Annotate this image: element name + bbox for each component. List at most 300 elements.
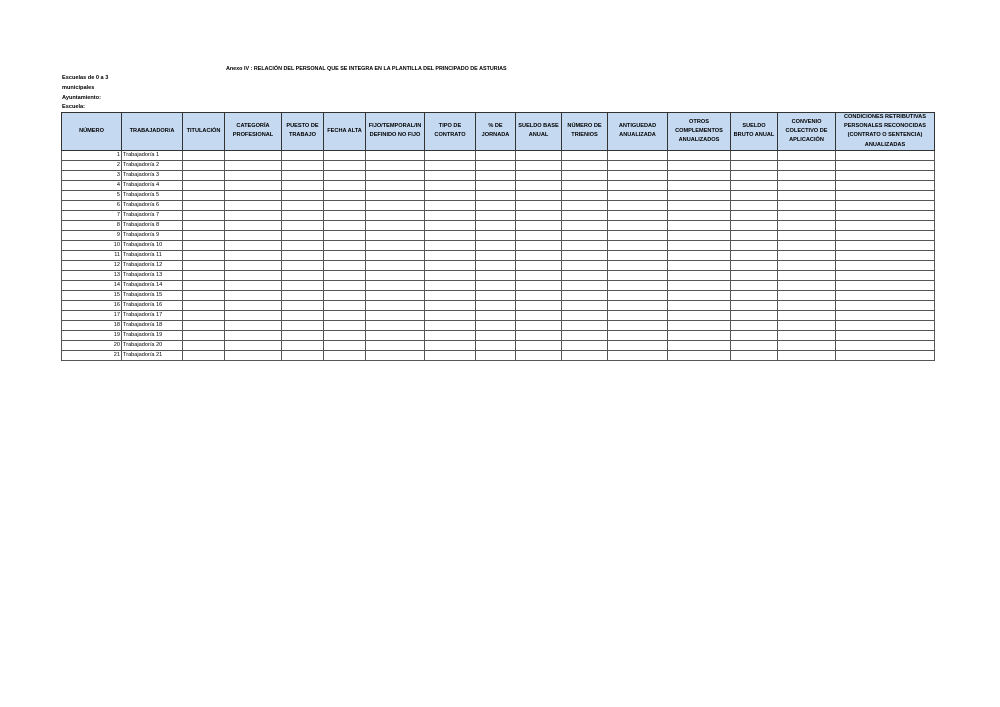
cell-empty[interactable]: [282, 320, 324, 330]
cell-empty[interactable]: [608, 230, 668, 240]
cell-empty[interactable]: [476, 320, 516, 330]
cell-empty[interactable]: [516, 270, 562, 280]
cell-empty[interactable]: [225, 200, 282, 210]
cell-empty[interactable]: [324, 150, 366, 160]
cell-empty[interactable]: [324, 350, 366, 360]
cell-empty[interactable]: [668, 290, 731, 300]
cell-empty[interactable]: [836, 320, 935, 330]
cell-empty[interactable]: [366, 310, 425, 320]
cell-number[interactable]: 2: [62, 160, 122, 170]
cell-empty[interactable]: [516, 230, 562, 240]
cell-empty[interactable]: [562, 320, 608, 330]
cell-empty[interactable]: [225, 240, 282, 250]
cell-empty[interactable]: [324, 320, 366, 330]
cell-empty[interactable]: [516, 260, 562, 270]
cell-empty[interactable]: [282, 270, 324, 280]
cell-empty[interactable]: [608, 180, 668, 190]
cell-empty[interactable]: [668, 350, 731, 360]
cell-empty[interactable]: [425, 310, 476, 320]
cell-empty[interactable]: [183, 210, 225, 220]
cell-empty[interactable]: [778, 210, 836, 220]
cell-number[interactable]: 16: [62, 300, 122, 310]
cell-empty[interactable]: [668, 160, 731, 170]
cell-empty[interactable]: [425, 260, 476, 270]
cell-empty[interactable]: [562, 300, 608, 310]
cell-empty[interactable]: [668, 340, 731, 350]
cell-empty[interactable]: [778, 340, 836, 350]
cell-empty[interactable]: [562, 250, 608, 260]
cell-empty[interactable]: [731, 330, 778, 340]
cell-empty[interactable]: [225, 280, 282, 290]
cell-empty[interactable]: [608, 340, 668, 350]
cell-empty[interactable]: [324, 330, 366, 340]
cell-empty[interactable]: [282, 180, 324, 190]
cell-empty[interactable]: [183, 280, 225, 290]
cell-worker[interactable]: Trabajador/a 12: [122, 260, 183, 270]
cell-empty[interactable]: [282, 330, 324, 340]
cell-empty[interactable]: [366, 170, 425, 180]
cell-empty[interactable]: [425, 170, 476, 180]
cell-empty[interactable]: [778, 230, 836, 240]
cell-empty[interactable]: [836, 200, 935, 210]
cell-empty[interactable]: [425, 150, 476, 160]
cell-number[interactable]: 15: [62, 290, 122, 300]
cell-empty[interactable]: [282, 160, 324, 170]
cell-empty[interactable]: [562, 340, 608, 350]
cell-empty[interactable]: [425, 210, 476, 220]
cell-empty[interactable]: [225, 260, 282, 270]
cell-empty[interactable]: [183, 200, 225, 210]
cell-empty[interactable]: [183, 220, 225, 230]
cell-empty[interactable]: [324, 220, 366, 230]
cell-empty[interactable]: [562, 280, 608, 290]
cell-empty[interactable]: [608, 290, 668, 300]
cell-worker[interactable]: Trabajador/a 3: [122, 170, 183, 180]
cell-empty[interactable]: [608, 220, 668, 230]
cell-empty[interactable]: [778, 320, 836, 330]
cell-empty[interactable]: [778, 270, 836, 280]
cell-empty[interactable]: [476, 250, 516, 260]
cell-empty[interactable]: [282, 200, 324, 210]
cell-empty[interactable]: [836, 350, 935, 360]
cell-empty[interactable]: [183, 230, 225, 240]
cell-number[interactable]: 7: [62, 210, 122, 220]
cell-empty[interactable]: [476, 300, 516, 310]
cell-empty[interactable]: [425, 300, 476, 310]
cell-empty[interactable]: [562, 170, 608, 180]
cell-empty[interactable]: [366, 200, 425, 210]
cell-empty[interactable]: [425, 350, 476, 360]
cell-empty[interactable]: [225, 180, 282, 190]
cell-empty[interactable]: [324, 190, 366, 200]
cell-empty[interactable]: [516, 180, 562, 190]
cell-empty[interactable]: [225, 250, 282, 260]
cell-worker[interactable]: Trabajador/a 18: [122, 320, 183, 330]
cell-empty[interactable]: [668, 330, 731, 340]
cell-empty[interactable]: [562, 180, 608, 190]
cell-empty[interactable]: [183, 180, 225, 190]
cell-empty[interactable]: [516, 250, 562, 260]
cell-empty[interactable]: [668, 270, 731, 280]
cell-empty[interactable]: [778, 170, 836, 180]
cell-empty[interactable]: [516, 160, 562, 170]
cell-empty[interactable]: [731, 220, 778, 230]
cell-number[interactable]: 14: [62, 280, 122, 290]
cell-empty[interactable]: [425, 240, 476, 250]
cell-empty[interactable]: [731, 350, 778, 360]
cell-empty[interactable]: [608, 270, 668, 280]
cell-empty[interactable]: [836, 300, 935, 310]
cell-empty[interactable]: [836, 270, 935, 280]
cell-empty[interactable]: [731, 320, 778, 330]
cell-empty[interactable]: [425, 270, 476, 280]
cell-empty[interactable]: [225, 350, 282, 360]
cell-worker[interactable]: Trabajador/a 7: [122, 210, 183, 220]
cell-empty[interactable]: [608, 160, 668, 170]
cell-empty[interactable]: [836, 210, 935, 220]
cell-empty[interactable]: [562, 190, 608, 200]
cell-empty[interactable]: [366, 350, 425, 360]
cell-empty[interactable]: [516, 330, 562, 340]
cell-empty[interactable]: [476, 240, 516, 250]
cell-empty[interactable]: [425, 250, 476, 260]
cell-number[interactable]: 20: [62, 340, 122, 350]
cell-empty[interactable]: [778, 250, 836, 260]
cell-empty[interactable]: [324, 300, 366, 310]
cell-empty[interactable]: [668, 310, 731, 320]
cell-empty[interactable]: [668, 170, 731, 180]
cell-empty[interactable]: [516, 150, 562, 160]
cell-empty[interactable]: [324, 260, 366, 270]
cell-empty[interactable]: [366, 150, 425, 160]
cell-empty[interactable]: [516, 170, 562, 180]
cell-empty[interactable]: [425, 340, 476, 350]
cell-empty[interactable]: [731, 210, 778, 220]
cell-empty[interactable]: [183, 240, 225, 250]
cell-empty[interactable]: [282, 190, 324, 200]
cell-empty[interactable]: [225, 330, 282, 340]
cell-empty[interactable]: [778, 330, 836, 340]
cell-empty[interactable]: [425, 320, 476, 330]
cell-empty[interactable]: [225, 150, 282, 160]
cell-empty[interactable]: [778, 310, 836, 320]
cell-empty[interactable]: [225, 340, 282, 350]
cell-empty[interactable]: [476, 170, 516, 180]
cell-empty[interactable]: [836, 220, 935, 230]
cell-empty[interactable]: [668, 210, 731, 220]
cell-number[interactable]: 9: [62, 230, 122, 240]
cell-empty[interactable]: [324, 180, 366, 190]
cell-empty[interactable]: [425, 190, 476, 200]
cell-worker[interactable]: Trabajador/a 20: [122, 340, 183, 350]
cell-empty[interactable]: [366, 280, 425, 290]
cell-worker[interactable]: Trabajador/a 2: [122, 160, 183, 170]
cell-worker[interactable]: Trabajador/a 16: [122, 300, 183, 310]
cell-empty[interactable]: [836, 180, 935, 190]
cell-number[interactable]: 17: [62, 310, 122, 320]
cell-empty[interactable]: [562, 230, 608, 240]
cell-empty[interactable]: [225, 160, 282, 170]
cell-empty[interactable]: [562, 310, 608, 320]
cell-empty[interactable]: [183, 250, 225, 260]
cell-empty[interactable]: [476, 350, 516, 360]
cell-empty[interactable]: [562, 270, 608, 280]
cell-empty[interactable]: [282, 150, 324, 160]
cell-empty[interactable]: [225, 230, 282, 240]
cell-empty[interactable]: [183, 340, 225, 350]
cell-empty[interactable]: [516, 320, 562, 330]
cell-empty[interactable]: [282, 260, 324, 270]
cell-empty[interactable]: [516, 220, 562, 230]
cell-empty[interactable]: [366, 160, 425, 170]
cell-number[interactable]: 5: [62, 190, 122, 200]
cell-empty[interactable]: [608, 240, 668, 250]
cell-empty[interactable]: [731, 290, 778, 300]
cell-empty[interactable]: [668, 220, 731, 230]
cell-empty[interactable]: [668, 320, 731, 330]
cell-empty[interactable]: [183, 190, 225, 200]
cell-empty[interactable]: [425, 330, 476, 340]
cell-empty[interactable]: [366, 270, 425, 280]
cell-empty[interactable]: [562, 290, 608, 300]
cell-empty[interactable]: [731, 190, 778, 200]
cell-empty[interactable]: [366, 180, 425, 190]
cell-empty[interactable]: [836, 230, 935, 240]
cell-empty[interactable]: [608, 200, 668, 210]
cell-empty[interactable]: [183, 260, 225, 270]
cell-worker[interactable]: Trabajador/a 17: [122, 310, 183, 320]
cell-empty[interactable]: [516, 200, 562, 210]
cell-empty[interactable]: [183, 270, 225, 280]
cell-empty[interactable]: [183, 330, 225, 340]
cell-empty[interactable]: [425, 280, 476, 290]
cell-empty[interactable]: [282, 280, 324, 290]
cell-number[interactable]: 8: [62, 220, 122, 230]
cell-empty[interactable]: [282, 300, 324, 310]
cell-empty[interactable]: [282, 220, 324, 230]
cell-empty[interactable]: [476, 280, 516, 290]
cell-number[interactable]: 4: [62, 180, 122, 190]
cell-empty[interactable]: [516, 240, 562, 250]
cell-empty[interactable]: [425, 220, 476, 230]
cell-empty[interactable]: [476, 330, 516, 340]
cell-empty[interactable]: [425, 160, 476, 170]
cell-worker[interactable]: Trabajador/a 9: [122, 230, 183, 240]
cell-empty[interactable]: [608, 150, 668, 160]
cell-empty[interactable]: [668, 200, 731, 210]
cell-empty[interactable]: [366, 190, 425, 200]
cell-empty[interactable]: [608, 190, 668, 200]
cell-empty[interactable]: [778, 190, 836, 200]
cell-number[interactable]: 10: [62, 240, 122, 250]
cell-empty[interactable]: [836, 310, 935, 320]
cell-empty[interactable]: [225, 320, 282, 330]
cell-number[interactable]: 13: [62, 270, 122, 280]
cell-empty[interactable]: [476, 230, 516, 240]
cell-empty[interactable]: [516, 190, 562, 200]
cell-empty[interactable]: [731, 280, 778, 290]
cell-empty[interactable]: [324, 250, 366, 260]
cell-empty[interactable]: [225, 210, 282, 220]
cell-empty[interactable]: [608, 300, 668, 310]
cell-empty[interactable]: [366, 230, 425, 240]
cell-empty[interactable]: [778, 220, 836, 230]
cell-empty[interactable]: [836, 190, 935, 200]
cell-empty[interactable]: [366, 240, 425, 250]
cell-empty[interactable]: [778, 260, 836, 270]
cell-empty[interactable]: [366, 300, 425, 310]
cell-empty[interactable]: [668, 190, 731, 200]
cell-empty[interactable]: [476, 270, 516, 280]
cell-empty[interactable]: [836, 340, 935, 350]
cell-empty[interactable]: [608, 170, 668, 180]
cell-empty[interactable]: [836, 170, 935, 180]
cell-empty[interactable]: [225, 170, 282, 180]
cell-number[interactable]: 18: [62, 320, 122, 330]
cell-empty[interactable]: [731, 270, 778, 280]
cell-empty[interactable]: [562, 330, 608, 340]
cell-empty[interactable]: [836, 260, 935, 270]
cell-empty[interactable]: [731, 300, 778, 310]
cell-empty[interactable]: [366, 250, 425, 260]
cell-empty[interactable]: [562, 150, 608, 160]
cell-empty[interactable]: [183, 160, 225, 170]
cell-empty[interactable]: [183, 350, 225, 360]
cell-empty[interactable]: [476, 150, 516, 160]
cell-empty[interactable]: [608, 250, 668, 260]
cell-empty[interactable]: [836, 290, 935, 300]
cell-empty[interactable]: [225, 290, 282, 300]
cell-worker[interactable]: Trabajador/a 1: [122, 150, 183, 160]
cell-empty[interactable]: [608, 210, 668, 220]
cell-empty[interactable]: [324, 170, 366, 180]
cell-empty[interactable]: [562, 160, 608, 170]
cell-empty[interactable]: [778, 150, 836, 160]
cell-worker[interactable]: Trabajador/a 10: [122, 240, 183, 250]
cell-empty[interactable]: [668, 240, 731, 250]
cell-empty[interactable]: [778, 290, 836, 300]
cell-empty[interactable]: [731, 160, 778, 170]
cell-empty[interactable]: [324, 280, 366, 290]
cell-empty[interactable]: [324, 340, 366, 350]
cell-empty[interactable]: [731, 340, 778, 350]
cell-worker[interactable]: Trabajador/a 19: [122, 330, 183, 340]
cell-worker[interactable]: Trabajador/a 14: [122, 280, 183, 290]
cell-empty[interactable]: [836, 250, 935, 260]
cell-worker[interactable]: Trabajador/a 21: [122, 350, 183, 360]
cell-worker[interactable]: Trabajador/a 4: [122, 180, 183, 190]
cell-empty[interactable]: [516, 300, 562, 310]
cell-empty[interactable]: [366, 340, 425, 350]
cell-empty[interactable]: [282, 290, 324, 300]
cell-empty[interactable]: [516, 290, 562, 300]
cell-empty[interactable]: [668, 230, 731, 240]
cell-number[interactable]: 3: [62, 170, 122, 180]
cell-empty[interactable]: [476, 210, 516, 220]
cell-empty[interactable]: [324, 230, 366, 240]
cell-worker[interactable]: Trabajador/a 11: [122, 250, 183, 260]
cell-empty[interactable]: [183, 170, 225, 180]
cell-empty[interactable]: [476, 310, 516, 320]
cell-empty[interactable]: [282, 170, 324, 180]
cell-worker[interactable]: Trabajador/a 15: [122, 290, 183, 300]
cell-empty[interactable]: [476, 220, 516, 230]
cell-empty[interactable]: [425, 180, 476, 190]
cell-empty[interactable]: [836, 330, 935, 340]
cell-empty[interactable]: [366, 290, 425, 300]
cell-empty[interactable]: [183, 290, 225, 300]
cell-empty[interactable]: [778, 350, 836, 360]
cell-empty[interactable]: [608, 330, 668, 340]
cell-empty[interactable]: [425, 290, 476, 300]
cell-empty[interactable]: [836, 240, 935, 250]
cell-empty[interactable]: [324, 290, 366, 300]
cell-empty[interactable]: [324, 160, 366, 170]
cell-empty[interactable]: [516, 210, 562, 220]
cell-empty[interactable]: [282, 350, 324, 360]
cell-empty[interactable]: [225, 310, 282, 320]
cell-empty[interactable]: [668, 280, 731, 290]
cell-empty[interactable]: [731, 310, 778, 320]
cell-empty[interactable]: [668, 300, 731, 310]
cell-empty[interactable]: [668, 180, 731, 190]
cell-empty[interactable]: [731, 150, 778, 160]
cell-number[interactable]: 11: [62, 250, 122, 260]
cell-empty[interactable]: [282, 210, 324, 220]
cell-empty[interactable]: [425, 200, 476, 210]
cell-empty[interactable]: [476, 340, 516, 350]
cell-empty[interactable]: [836, 150, 935, 160]
cell-empty[interactable]: [366, 210, 425, 220]
cell-empty[interactable]: [476, 200, 516, 210]
cell-empty[interactable]: [324, 270, 366, 280]
cell-empty[interactable]: [282, 340, 324, 350]
cell-empty[interactable]: [668, 150, 731, 160]
cell-empty[interactable]: [225, 190, 282, 200]
cell-empty[interactable]: [516, 310, 562, 320]
cell-empty[interactable]: [225, 220, 282, 230]
cell-empty[interactable]: [668, 250, 731, 260]
cell-empty[interactable]: [731, 180, 778, 190]
cell-empty[interactable]: [476, 180, 516, 190]
cell-empty[interactable]: [731, 240, 778, 250]
cell-empty[interactable]: [778, 180, 836, 190]
cell-empty[interactable]: [425, 230, 476, 240]
cell-empty[interactable]: [731, 260, 778, 270]
cell-empty[interactable]: [183, 150, 225, 160]
cell-empty[interactable]: [366, 260, 425, 270]
cell-empty[interactable]: [562, 220, 608, 230]
cell-empty[interactable]: [183, 300, 225, 310]
cell-empty[interactable]: [324, 210, 366, 220]
cell-empty[interactable]: [562, 200, 608, 210]
cell-empty[interactable]: [731, 200, 778, 210]
cell-empty[interactable]: [608, 280, 668, 290]
cell-empty[interactable]: [324, 310, 366, 320]
cell-empty[interactable]: [731, 250, 778, 260]
cell-empty[interactable]: [731, 230, 778, 240]
cell-empty[interactable]: [324, 200, 366, 210]
cell-number[interactable]: 21: [62, 350, 122, 360]
cell-empty[interactable]: [476, 160, 516, 170]
cell-empty[interactable]: [225, 270, 282, 280]
cell-empty[interactable]: [778, 240, 836, 250]
cell-worker[interactable]: Trabajador/a 13: [122, 270, 183, 280]
cell-empty[interactable]: [668, 260, 731, 270]
cell-empty[interactable]: [516, 350, 562, 360]
cell-empty[interactable]: [562, 240, 608, 250]
cell-empty[interactable]: [608, 260, 668, 270]
